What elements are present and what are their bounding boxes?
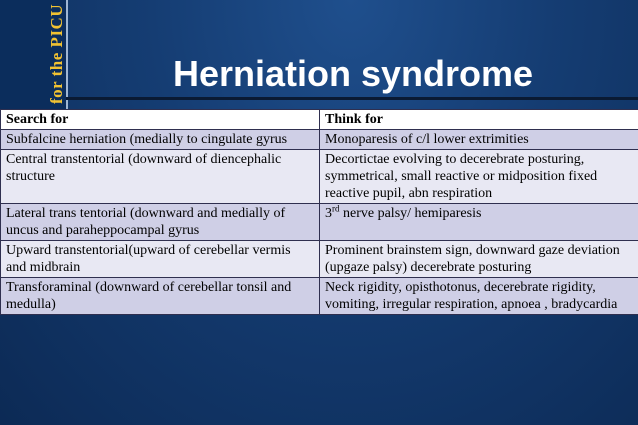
cell-think: Monoparesis of c/l lower extrimities xyxy=(320,130,638,150)
cell-think: Neck rigidity, opisthotonus, decerebrate rigidity, vomiting, irregular respiration, apnoea , bradycardia xyxy=(320,278,638,315)
nerve-number: 3 xyxy=(325,206,332,221)
cell-think: Decortictae evolving to decerebrate posturing, symmetrical, small reactive or midposition fixed reactive pupil, abn respiration xyxy=(320,150,638,204)
cell-search: Subfalcine herniation (medially to cingulate gyrus xyxy=(1,130,320,150)
ordinal-suffix: rd xyxy=(332,203,340,214)
cell-think: Prominent brainstem sign, downward gaze deviation (upgaze palsy) decerebrate posturing xyxy=(320,241,638,278)
table-row xyxy=(1,241,638,278)
table-row xyxy=(1,278,638,315)
table-header-row xyxy=(1,110,638,130)
cell-search: Upward transtentorial(upward of cerebellar vermis and midbrain xyxy=(1,241,320,278)
cell-search: Lateral trans tentorial (downward and medially of uncus and paraheppocampal gyrus xyxy=(1,204,320,241)
cell-search: Transforaminal (downward of cerebellar tonsil and medulla) xyxy=(1,278,320,315)
title-rule xyxy=(66,97,638,100)
side-label: for the PICU xyxy=(47,3,66,104)
table-row xyxy=(1,130,638,150)
header-think-for: Think for xyxy=(320,110,638,130)
header-search-for: Search for xyxy=(1,110,320,130)
table-row xyxy=(1,150,638,204)
cell-think xyxy=(320,204,638,241)
table-row xyxy=(1,204,638,241)
cell-search: Central transtentorial (downward of diencephalic structure xyxy=(1,150,320,204)
cell-think-text: nerve palsy/ hemiparesis xyxy=(343,206,482,221)
slide-title: Herniation syndrome xyxy=(172,53,534,94)
herniation-table xyxy=(0,109,638,315)
